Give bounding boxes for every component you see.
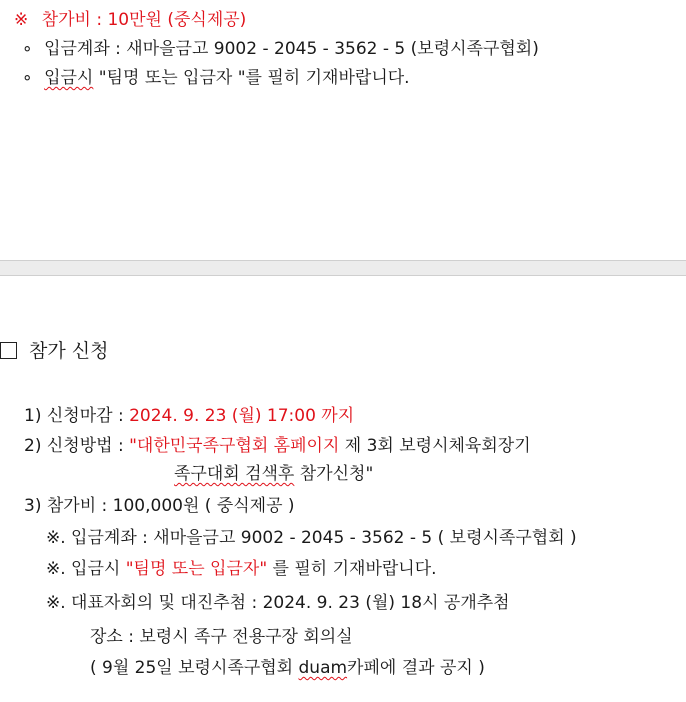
result-rest: 카페에 결과 공지 ) <box>347 658 485 678</box>
document-page-top <box>0 0 686 260</box>
method-highlight: 대한민국족구협회 홈페이지 <box>136 436 340 456</box>
sub-notice-rest: 를 필히 기재바랍니다. <box>267 559 437 579</box>
checkbox-icon <box>0 342 17 359</box>
bullet: ∘ <box>22 68 33 88</box>
result-prefix: ( 9월 25일 보령시족구협회 <box>90 658 299 678</box>
notice-line <box>22 67 410 89</box>
fee-line <box>14 9 246 31</box>
meeting-result <box>90 657 485 679</box>
notice-word: 입금시 <box>44 68 94 88</box>
fee-text: 참가비 : 10만원 (중식제공) <box>41 10 247 30</box>
account-line <box>22 38 539 60</box>
item-method-continued <box>174 463 373 485</box>
deadline-value: 2024. 9. 23 (월) 17:00 까지 <box>129 406 355 426</box>
method-cont-rest: 참가신청" <box>294 464 374 484</box>
meeting-place <box>90 626 353 648</box>
reference-mark: ※ <box>14 10 29 30</box>
place-text: 장소 : 보령시 족구 전용구장 회의실 <box>90 627 353 647</box>
item-fee <box>24 495 295 517</box>
document-page-bottom <box>0 276 686 702</box>
method-label: 2) 신청방법 : <box>24 436 130 456</box>
section-title: 참가 신청 <box>29 340 109 362</box>
sub-meeting <box>46 592 510 614</box>
sub-notice-highlight: "팀명 또는 입금자" <box>125 559 268 579</box>
sub-account <box>46 527 577 549</box>
page-separator <box>0 260 686 276</box>
bullet: ∘ <box>22 39 33 59</box>
deadline-label: 1) 신청마감 : <box>24 406 130 426</box>
sub-notice <box>46 558 437 580</box>
result-word: duam <box>298 658 348 678</box>
notice-rest: "팀명 또는 입금자 "를 필히 기재바랍니다. <box>93 68 410 88</box>
account-text: 입금계좌 : 새마을금고 9002 - 2045 - 3562 - 5 (보령시족구협회) <box>44 39 539 59</box>
item-deadline <box>24 405 354 427</box>
method-quote-open: " <box>129 436 137 456</box>
item-method <box>24 435 531 457</box>
sub-meeting-text: ※. 대표자회의 및 대진추첨 : 2024. 9. 23 (월) 18시 공개추첨 <box>46 593 510 613</box>
sub-account-text: ※. 입금계좌 : 새마을금고 9002 - 2045 - 3562 - 5 ( 보령시족구협회 ) <box>46 528 577 548</box>
method-cont-word: 족구대회 검색후 <box>174 464 295 484</box>
sub-notice-prefix: ※. 입금시 <box>46 559 126 579</box>
section-heading <box>0 340 108 362</box>
method-rest: 제 3회 보령시체육회장기 <box>339 436 531 456</box>
fee-item-text: 3) 참가비 : 100,000원 ( 중식제공 ) <box>24 496 295 516</box>
